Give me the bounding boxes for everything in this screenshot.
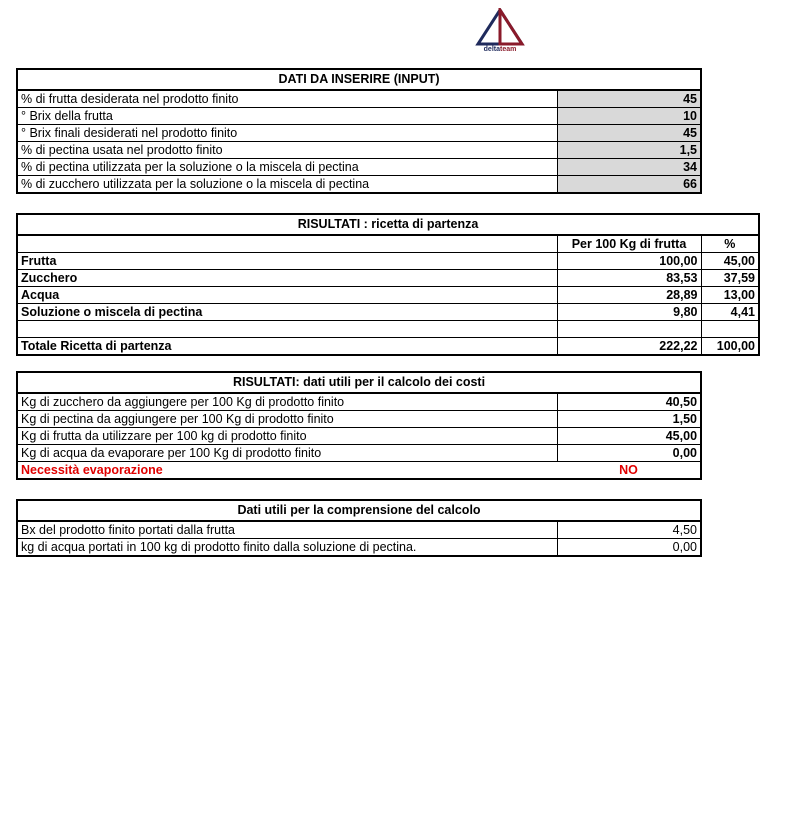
input-value-cell[interactable]: 1,5 xyxy=(557,142,701,159)
column-header-pct: % xyxy=(701,235,759,253)
table-row xyxy=(17,304,759,321)
costs-value: 0,00 xyxy=(557,445,701,462)
recipe-total-label: Totale Ricetta di partenza xyxy=(17,338,557,356)
input-label: % di frutta desiderata nel prodotto finito xyxy=(17,90,557,108)
understanding-label: kg di acqua portati in 100 kg di prodotto finito dalla soluzione di pectina. xyxy=(17,539,557,557)
recipe-label: Zucchero xyxy=(17,270,557,287)
understanding-label: Bx del prodotto finito portati dalla frutta xyxy=(17,521,557,539)
recipe-pct: 37,59 xyxy=(701,270,759,287)
recipe-pct: 13,00 xyxy=(701,287,759,304)
input-value-cell[interactable]: 10 xyxy=(557,108,701,125)
input-label: ° Brix della frutta xyxy=(17,108,557,125)
table-header-row xyxy=(17,235,759,253)
table-row xyxy=(17,428,701,445)
evaporation-value: NO xyxy=(557,462,701,480)
table-row xyxy=(17,142,701,159)
table-total-row xyxy=(17,338,759,356)
recipe-kg: 9,80 xyxy=(557,304,701,321)
costs-value: 40,50 xyxy=(557,393,701,411)
table-row xyxy=(17,393,701,411)
input-table xyxy=(16,68,702,194)
table-row xyxy=(17,108,701,125)
recipe-label: Soluzione o miscela di pectina xyxy=(17,304,557,321)
recipe-total-kg: 222,22 xyxy=(557,338,701,356)
recipe-title: RISULTATI : ricetta di partenza xyxy=(17,214,759,235)
input-label: ° Brix finali desiderati nel prodotto finito xyxy=(17,125,557,142)
table-row xyxy=(17,521,701,539)
table-row xyxy=(17,159,701,176)
table-row xyxy=(17,176,701,194)
table-row xyxy=(17,90,701,108)
costs-value: 1,50 xyxy=(557,411,701,428)
evaporation-row xyxy=(17,462,701,480)
costs-title: RISULTATI: dati utili per il calcolo dei costi xyxy=(17,372,701,393)
table-row xyxy=(17,270,759,287)
recipe-label: Acqua xyxy=(17,287,557,304)
input-title: DATI DA INSERIRE (INPUT) xyxy=(17,69,701,90)
understanding-title: Dati utili per la comprensione del calcolo xyxy=(17,500,701,521)
costs-table xyxy=(16,371,702,480)
input-value-cell[interactable]: 45 xyxy=(557,125,701,142)
table-row xyxy=(17,445,701,462)
column-header-kg: Per 100 Kg di frutta xyxy=(557,235,701,253)
input-value-cell[interactable]: 34 xyxy=(557,159,701,176)
table-row xyxy=(17,411,701,428)
input-value-cell[interactable]: 66 xyxy=(557,176,701,194)
understanding-table xyxy=(16,499,702,557)
table-row xyxy=(17,253,759,270)
input-label: % di pectina usata nel prodotto finito xyxy=(17,142,557,159)
table-row-empty xyxy=(17,321,759,338)
recipe-kg: 83,53 xyxy=(557,270,701,287)
recipe-label: Frutta xyxy=(17,253,557,270)
table-row xyxy=(17,539,701,557)
recipe-pct: 45,00 xyxy=(701,253,759,270)
recipe-pct: 4,41 xyxy=(701,304,759,321)
table-row xyxy=(17,287,759,304)
costs-value: 45,00 xyxy=(557,428,701,445)
understanding-value: 4,50 xyxy=(557,521,701,539)
input-label: % di pectina utilizzata per la soluzione o la miscela di pectina xyxy=(17,159,557,176)
table-row xyxy=(17,125,701,142)
costs-label: Kg di pectina da aggiungere per 100 Kg di prodotto finito xyxy=(17,411,557,428)
input-label: % di zucchero utilizzata per la soluzione o la miscela di pectina xyxy=(17,176,557,194)
evaporation-label: Necessità evaporazione xyxy=(17,462,557,480)
delta-triangle-icon xyxy=(474,8,526,46)
understanding-value: 0,00 xyxy=(557,539,701,557)
recipe-kg: 100,00 xyxy=(557,253,701,270)
logo-wordmark: deltateam xyxy=(483,46,517,53)
recipe-kg: 28,89 xyxy=(557,287,701,304)
recipe-total-pct: 100,00 xyxy=(701,338,759,356)
input-value-cell[interactable]: 45 xyxy=(557,90,701,108)
costs-label: Kg di zucchero da aggiungere per 100 Kg di prodotto finito xyxy=(17,393,557,411)
costs-label: Kg di acqua da evaporare per 100 Kg di prodotto finito xyxy=(17,445,557,462)
recipe-table xyxy=(16,213,760,356)
costs-label: Kg di frutta da utilizzare per 100 kg di prodotto finito xyxy=(17,428,557,445)
deltateam-logo xyxy=(474,8,526,56)
